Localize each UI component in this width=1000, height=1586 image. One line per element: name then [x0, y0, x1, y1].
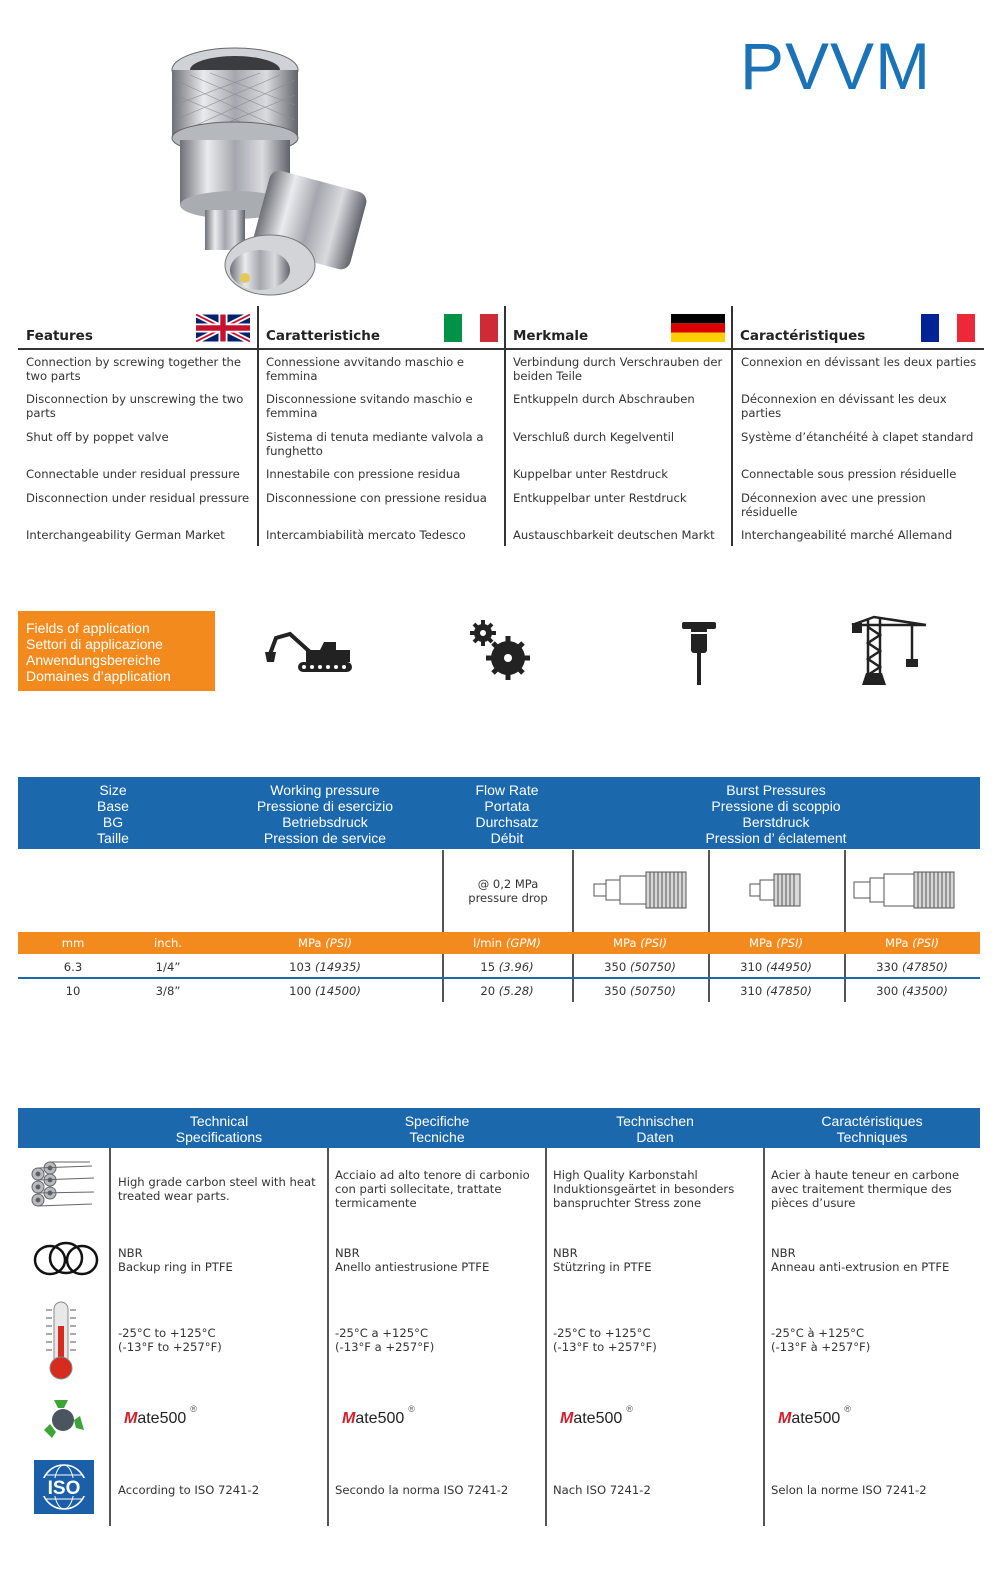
spec-header-en — [110, 1113, 328, 1145]
recycle-globe-icon — [38, 1396, 88, 1442]
excavator-icon — [262, 628, 354, 674]
cell-flow — [442, 960, 572, 974]
unit-burst2 — [708, 936, 844, 950]
line: NBR — [118, 1246, 143, 1260]
spec-cell — [118, 1175, 323, 1203]
unit-alt: (PSI) — [325, 936, 353, 950]
header-line: Technischen — [616, 1113, 694, 1129]
line: Backup ring in PTFE — [118, 1260, 233, 1274]
line: -25°C a +125°C — [335, 1326, 429, 1340]
spec-header-fr — [764, 1113, 980, 1145]
unit: MPa — [748, 936, 773, 950]
line: High grade carbon steel with heat — [118, 1175, 316, 1189]
spec-cell — [335, 1246, 540, 1274]
line: pièces d’usure — [771, 1196, 856, 1210]
feature-item: Interchangeability German Market — [26, 528, 225, 542]
line: treated wear parts. — [118, 1189, 230, 1203]
unit-burst1 — [572, 936, 708, 950]
spec-header-it — [328, 1113, 546, 1145]
female-coupling-icon — [852, 868, 956, 912]
header-line: Size — [99, 782, 127, 798]
line: (-13°F à +257°F) — [771, 1340, 871, 1354]
value-alt: (50750) — [629, 960, 676, 974]
logo-text: ate500 — [355, 1410, 405, 1427]
cell-burst3 — [844, 984, 980, 998]
header-line: Daten — [636, 1129, 674, 1145]
line: -25°C à +125°C — [771, 1326, 865, 1340]
feature-item: Déconnexion en dévissant les deux parties — [741, 392, 947, 420]
male-female-coupling-icon — [590, 868, 690, 912]
header-line: Specifiche — [404, 1113, 470, 1129]
unit: MPa — [297, 936, 322, 950]
header-line: Pressione di esercizio — [256, 798, 394, 814]
value: 20 — [480, 984, 496, 998]
value: 310 — [740, 984, 763, 998]
feature-item: Shut off by poppet valve — [26, 430, 169, 444]
line: (-13°F a +257°F) — [335, 1340, 435, 1354]
feature-item: Connection by screwing together the two parts — [26, 355, 241, 383]
value: 15 — [480, 960, 496, 974]
spec-cell — [771, 1168, 976, 1210]
unit-mm: mm — [61, 936, 85, 950]
cell-mm: 6.3 — [63, 960, 83, 974]
spec-cell: According to ISO 7241-2 — [118, 1483, 260, 1497]
header-line: Working pressure — [270, 782, 380, 798]
features-column-en — [18, 310, 256, 546]
line: (-13°F to +257°F) — [553, 1340, 657, 1354]
feature-item: Disconnessione con pressione residua — [266, 491, 487, 505]
logo-reg: ® — [190, 1404, 197, 1414]
spec-cell: Nach ISO 7241-2 — [553, 1483, 651, 1497]
value: 310 — [740, 960, 763, 974]
header-line: Portata — [484, 798, 530, 814]
svg-text:ISO: ISO — [47, 1478, 81, 1499]
feature-item: Connectable under residual pressure — [26, 467, 240, 481]
line: NBR — [553, 1246, 578, 1260]
features-column-it — [258, 310, 503, 546]
germany-flag-icon — [671, 314, 725, 342]
table2-header — [18, 1108, 980, 1148]
mate500-logo — [124, 1404, 197, 1428]
value-alt: (43500) — [901, 984, 948, 998]
feature-item: Entkuppeln durch Abschrauben — [513, 392, 695, 406]
line: avec traitement thermique des — [771, 1182, 952, 1196]
cell-inch: 3/8” — [155, 984, 181, 998]
feature-item: Entkuppelbar unter Restdruck — [513, 491, 687, 505]
feature-item: Système d’étanchéité à clapet standard — [741, 430, 974, 444]
line: Acciaio ad alto tenore di carbonio — [335, 1168, 530, 1182]
feature-item: Austauschbarkeit deutschen Markt — [513, 528, 715, 542]
line: -25°C to +125°C — [118, 1326, 216, 1340]
mate500-logo — [342, 1404, 415, 1428]
logo-m: M — [560, 1410, 574, 1427]
feature-item: Verschluß durch Kegelventil — [513, 430, 675, 444]
header-line: Durchsatz — [475, 814, 539, 830]
unit: l/min — [473, 936, 503, 950]
value-alt: (14935) — [314, 960, 361, 974]
header-line: Techniques — [836, 1129, 908, 1145]
unit-alt: (PSI) — [776, 936, 804, 950]
unit-burst3 — [844, 936, 980, 950]
logo-reg: ® — [844, 1404, 851, 1414]
feature-item: Disconnection under residual pressure — [26, 491, 250, 505]
header-line: Pressione di scoppio — [711, 798, 841, 814]
unit: MPa — [612, 936, 637, 950]
line: NBR — [335, 1246, 360, 1260]
line: Acier à haute teneur en carbone — [771, 1168, 960, 1182]
logo-m: M — [778, 1410, 792, 1427]
line: -25°C to +125°C — [553, 1326, 651, 1340]
feature-item: Connexion en dévissant les deux parties — [741, 355, 977, 369]
spec-cell — [553, 1246, 758, 1274]
unit-alt: (PSI) — [912, 936, 940, 950]
cell-burst1 — [572, 960, 708, 974]
logo-text: ate500 — [791, 1410, 841, 1427]
table-row — [18, 960, 980, 980]
spec-cell — [771, 1246, 976, 1274]
cell-burst2 — [708, 984, 844, 998]
units-row — [18, 932, 980, 954]
thermometer-icon — [44, 1300, 80, 1382]
spec-cell — [118, 1246, 323, 1274]
logo-m: M — [124, 1410, 138, 1427]
cell-burst1 — [572, 984, 708, 998]
value-alt: (47850) — [765, 984, 812, 998]
spec-cell — [771, 1326, 976, 1354]
value: 300 — [876, 984, 899, 998]
unit-alt: (PSI) — [640, 936, 668, 950]
line: termicamente — [335, 1196, 417, 1210]
table-divider — [109, 1148, 111, 1526]
spec-cell: Selon la norme ISO 7241-2 — [771, 1483, 927, 1497]
table-row — [18, 984, 980, 1004]
size-header — [18, 782, 208, 846]
column-heading: Merkmale — [513, 328, 589, 344]
value: 350 — [604, 984, 627, 998]
fields-label: Domaines d’application — [26, 668, 171, 684]
value: 103 — [289, 960, 312, 974]
line: Stützring in PTFE — [553, 1260, 652, 1274]
feature-item: Kuppelbar unter Restdruck — [513, 467, 669, 481]
fields-label: Fields of application — [26, 620, 150, 636]
header-line: Pression de service — [263, 830, 387, 846]
header-line: Berstdruck — [742, 814, 810, 830]
column-heading: Features — [26, 328, 93, 344]
header-line: Taille — [97, 830, 129, 846]
header-line: Betriebsdruck — [282, 814, 368, 830]
header-line: Flow Rate — [475, 782, 539, 798]
header-line: Specifications — [175, 1129, 263, 1145]
header-line: Tecniche — [409, 1129, 465, 1145]
feature-item: Disconnection by unscrewing the two parts — [26, 392, 244, 420]
header-line: Burst Pressures — [726, 782, 826, 798]
flow-note — [444, 877, 572, 905]
jackhammer-icon — [678, 618, 720, 688]
product-title: PVVM — [740, 29, 932, 103]
logo-reg: ® — [626, 1404, 633, 1414]
mate500-logo — [778, 1404, 851, 1428]
flow-rate-header — [442, 782, 572, 846]
unit-flow — [442, 936, 572, 950]
feature-item: Intercambiabilità mercato Tedesco — [266, 528, 466, 542]
spec-cell — [335, 1326, 540, 1354]
header-line: Technical — [189, 1113, 249, 1129]
line: con parti sollecitate, trattate — [335, 1182, 502, 1196]
logo-text: ate500 — [573, 1410, 623, 1427]
line: Anneau anti-extrusion en PTFE — [771, 1260, 950, 1274]
france-flag-icon — [921, 314, 975, 342]
table-divider — [763, 1148, 765, 1526]
spec-header-de — [546, 1113, 764, 1145]
cell-burst2 — [708, 960, 844, 974]
male-coupling-icon — [748, 870, 806, 910]
line: Induktionsgeärtet in besonders — [553, 1182, 735, 1196]
value-alt: (47850) — [901, 960, 948, 974]
feature-item: Innestabile con pressione residua — [266, 467, 461, 481]
feature-item: Interchangeabilité marché Allemand — [741, 528, 953, 542]
header-line: BG — [102, 814, 124, 830]
o-rings-icon — [32, 1238, 100, 1280]
feature-item: Déconnexion avec une pression résiduelle — [741, 491, 926, 519]
table-divider — [545, 1148, 547, 1526]
burst-pressures-header — [572, 782, 980, 846]
spec-cell — [553, 1326, 758, 1354]
note-line: pressure drop — [468, 891, 548, 905]
cell-mm: 10 — [65, 984, 81, 998]
spec-cell — [553, 1168, 758, 1210]
table1-header — [18, 777, 980, 849]
mate500-logo — [560, 1404, 633, 1428]
cell-inch: 1/4” — [155, 960, 181, 974]
header-line: Base — [97, 798, 129, 814]
spec-cell — [118, 1326, 323, 1354]
uk-flag-icon — [196, 314, 250, 342]
gears-icon — [468, 618, 532, 682]
header-line: Pression d’ éclatement — [705, 830, 847, 846]
line: NBR — [771, 1246, 796, 1260]
feature-item: Verbindung durch Verschrauben der beiden Teile — [513, 355, 723, 383]
spec-cell — [335, 1168, 540, 1210]
line: High Quality Karbonstahl — [553, 1168, 698, 1182]
line: (-13°F to +257°F) — [118, 1340, 222, 1354]
line: banspruchter Stress zone — [553, 1196, 702, 1210]
value-alt: (50750) — [629, 984, 676, 998]
column-heading: Caractéristiques — [740, 328, 866, 344]
cell-working — [208, 984, 442, 998]
feature-item: Disconnessione svitando maschio e femmina — [266, 392, 473, 420]
column-heading: Caratteristiche — [266, 328, 381, 344]
spec-cell: Secondo la norma ISO 7241-2 — [335, 1483, 509, 1497]
logo-reg: ® — [408, 1404, 415, 1414]
italy-flag-icon — [444, 314, 498, 342]
value-alt: (44950) — [765, 960, 812, 974]
value-alt: (3.96) — [498, 960, 534, 974]
cell-flow — [442, 984, 572, 998]
fields-label: Anwendungsbereiche — [26, 652, 161, 668]
header-line: Caractéristiques — [821, 1113, 923, 1129]
cell-working — [208, 960, 442, 974]
unit-working — [208, 936, 442, 950]
value-alt: (14500) — [314, 984, 361, 998]
steel-tubes-icon — [24, 1160, 100, 1210]
fields-label: Settori di applicazione — [26, 636, 163, 652]
feature-item: Sistema di tenuta mediante valvola a funghetto — [266, 430, 484, 458]
value: 100 — [289, 984, 312, 998]
feature-item: Connessione avvitando maschio e femmina — [266, 355, 465, 383]
value-alt: (5.28) — [498, 984, 534, 998]
unit: MPa — [884, 936, 909, 950]
logo-text: ate500 — [137, 1410, 187, 1427]
fields-of-application-box — [18, 611, 215, 691]
header-line: Débit — [490, 830, 524, 846]
coupling-product-image — [150, 40, 380, 310]
iso-logo-icon — [34, 1460, 94, 1514]
table-divider — [327, 1148, 329, 1526]
value: 330 — [876, 960, 899, 974]
unit-inch: inch. — [154, 936, 182, 950]
cell-burst3 — [844, 960, 980, 974]
working-pressure-header — [208, 782, 442, 846]
logo-m: M — [342, 1410, 356, 1427]
note-line: @ 0,2 MPa — [477, 877, 539, 891]
crane-icon — [850, 615, 930, 689]
line: Anello antiestrusione PTFE — [335, 1260, 490, 1274]
value: 350 — [604, 960, 627, 974]
unit-alt: (GPM) — [505, 936, 541, 950]
features-column-de — [505, 310, 730, 546]
feature-item: Connectable sous pression résiduelle — [741, 467, 957, 481]
